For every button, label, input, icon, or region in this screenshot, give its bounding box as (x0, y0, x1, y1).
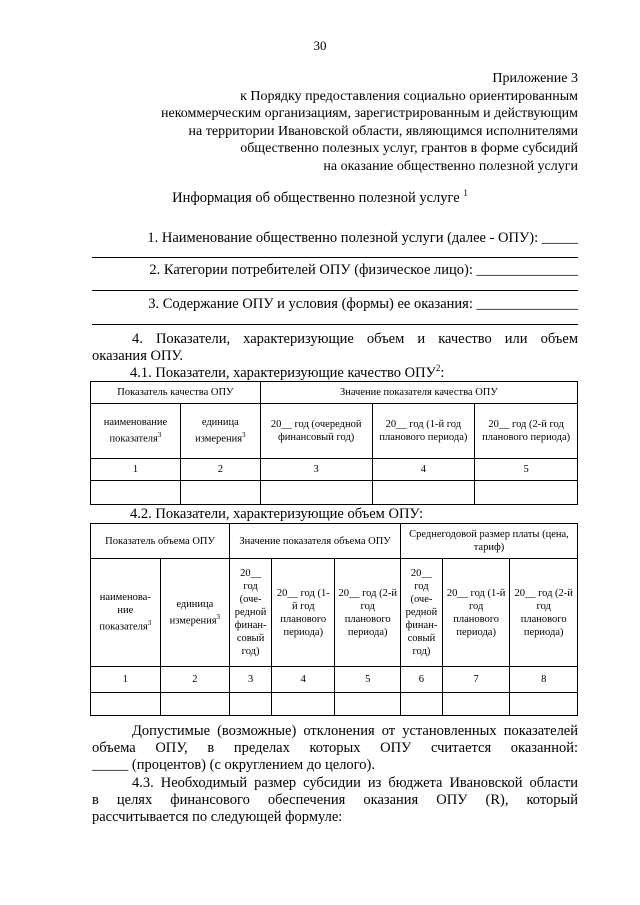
table-header-cell: 20__ год (оче-редной финан-совый год) (400, 559, 442, 667)
subsidy-paragraph (92, 775, 578, 826)
fill-line (92, 324, 578, 325)
table-header-cell: единица измерения$^3$ (180, 404, 260, 459)
document-title (0, 188, 640, 207)
table-header-cell: Среднегодовой размер платы (цена, тариф) (400, 524, 577, 559)
subsidy-line-1: 4.3. Необходимый размер субсидии из бюджета Ивановской области (132, 775, 578, 791)
item-4-line-1: 4. Показатели, характеризующие объем и качество или объем (132, 331, 578, 347)
appendix-line: общественно полезных услуг, грантов в форме субсидий (240, 141, 578, 156)
table-header-row (91, 559, 578, 667)
appendix-title: Приложение 3 (492, 71, 578, 86)
table-cell: 1 (91, 667, 161, 693)
table-header-cell: 20__ год (очередной финансовый год) (260, 404, 372, 459)
document-title-text: Информация об общественно полезной услуге (172, 189, 460, 206)
table-header-row (91, 524, 578, 559)
table-cell (91, 481, 181, 505)
table-header-cell: 20__ год (2-й год планового периода) (335, 559, 400, 667)
subsidy-line-3: рассчитывается по следующей формуле: (92, 809, 343, 825)
table-cell: 8 (510, 667, 578, 693)
table-header-row (91, 382, 578, 404)
footnote-ref: 2 (435, 363, 441, 373)
table-cell (335, 693, 400, 716)
deviation-line-1: Допустимые (возможные) отклонения от установленных показателей (132, 723, 578, 739)
table-cell: 2 (160, 667, 230, 693)
table-header-cell: наименова-ние показателя$^3$ (91, 559, 161, 667)
table-cell: 5 (335, 667, 400, 693)
table-header-cell: 20__ год (оче-редной финан-совый год) (230, 559, 272, 667)
table-cell (442, 693, 510, 716)
appendix-line: на территории Ивановской области, являющимся исполнителями (188, 123, 578, 139)
item-4-2-heading: 4.2. Показатели, характеризующие объем ОПУ: (130, 506, 424, 522)
table-header-cell: 20__ год (2-й год планового периода) (475, 404, 578, 459)
table-header-cell: 20__ год (1-й год планового периода) (442, 559, 510, 667)
item-1-text: 1. Наименование общественно полезной услуги (далее - ОПУ): _____ (147, 230, 578, 246)
table-header-cell: Значение показателя объема ОПУ (230, 524, 401, 559)
table-cell: 4 (272, 667, 335, 693)
table-cell (475, 481, 578, 505)
fill-line (92, 290, 578, 291)
table-cell: 4 (372, 459, 475, 481)
deviation-paragraph (92, 723, 578, 774)
table-header-row (91, 404, 578, 459)
table-cell: 3 (260, 459, 372, 481)
table-row (91, 693, 578, 716)
subsidy-line-2: в целях финансового обеспечения оказания ОПУ (R), который (92, 792, 578, 808)
table-header-cell: единица измерения$^3$ (160, 559, 230, 667)
footnote-ref: 1 (463, 188, 468, 198)
table-number-row (91, 667, 578, 693)
table-cell (91, 693, 161, 716)
table-cell: 3 (230, 667, 272, 693)
item-4-1-heading: 4.1. Показатели, характеризующие качество ОПУ$^2$: (130, 363, 445, 381)
table-header-cell: Показатель качества ОПУ (91, 382, 261, 404)
table-cell: 6 (400, 667, 442, 693)
table-header-cell: Значение показателя качества ОПУ (260, 382, 577, 404)
fill-line (92, 257, 578, 258)
table-cell (400, 693, 442, 716)
table-cell: 2 (180, 459, 260, 481)
table-cell (180, 481, 260, 505)
appendix-line: на оказание общественно полезной услуги (323, 158, 578, 174)
item-2-text: 2. Категории потребителей ОПУ (физическое лицо): ______________ (149, 262, 578, 278)
table-cell (160, 693, 230, 716)
item-3-text: 3. Содержание ОПУ и условия (формы) ее оказания: ______________ (148, 296, 578, 312)
table-cell: 1 (91, 459, 181, 481)
volume-indicators-table (90, 523, 578, 716)
table-header-cell: 20__ год (1-й год планового периода) (272, 559, 335, 667)
table-cell (230, 693, 272, 716)
table-header-cell: 20__ год (2-й год планового периода) (510, 559, 578, 667)
table-cell (510, 693, 578, 716)
quality-indicators-table (90, 381, 578, 505)
appendix-header (78, 70, 578, 175)
page-number: 30 (313, 38, 327, 53)
deviation-line-2: объема ОПУ, в пределах которых ОПУ считается оказанной: (92, 740, 578, 756)
table-header-cell: Показатель объема ОПУ (91, 524, 230, 559)
table-header-cell: наименование показателя$^3$ (91, 404, 181, 459)
table-row (91, 481, 578, 505)
table-cell (272, 693, 335, 716)
item-4 (92, 331, 578, 365)
table-cell: 7 (442, 667, 510, 693)
table-header-cell: 20__ год (1-й год планового периода) (372, 404, 475, 459)
table-number-row (91, 459, 578, 481)
item-4-line-2: оказания ОПУ. (92, 348, 183, 364)
table-cell (260, 481, 372, 505)
table-cell (372, 481, 475, 505)
deviation-line-3: _____ (процентов) (с округлением до целого). (92, 757, 375, 773)
appendix-line: некоммерческим организациям, зарегистрированным и действующим (160, 106, 578, 121)
appendix-line: к Порядку предоставления социально ориентированным (240, 88, 578, 104)
table-cell: 5 (475, 459, 578, 481)
